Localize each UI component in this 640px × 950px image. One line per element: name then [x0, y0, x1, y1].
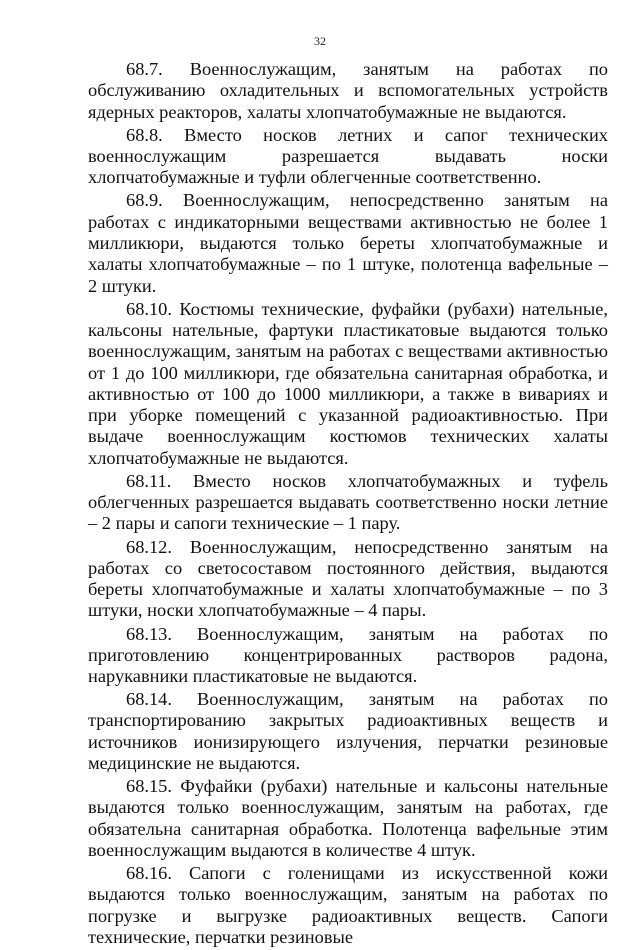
page-number: 32	[314, 34, 326, 48]
paragraph-68-12: 68.12. Военнослужащим, непосредственно занятым на работах со светосоставом постоянного действия, выдаются береты хлопчатобумажные и халаты хлопчатобумажные – по 3 штуки, носки хлопчатобумажные – 4 пары.	[88, 536, 608, 621]
paragraph-68-15: 68.15. Фуфайки (рубахи) нательные и кальсоны нательные выдаются только военнослужащим, занятым на работах, где обязательна санитарная обработка. Полотенца вафельные этим военнослужащим выдаются в количестве 4 штук.	[88, 776, 608, 861]
paragraph-68-11: 68.11. Вместо носков хлопчатобумажных и туфель облегченных разрешается выдавать соответственно носки летние – 2 пары и сапоги технические – 1 пару.	[88, 470, 608, 534]
paragraph-68-14: 68.14. Военнослужащим, занятым на работах по транспортированию закрытых радиоактивных веществ и источников ионизирующего излучения, перчатки резиновые медицинские не выдаются.	[88, 689, 608, 774]
paragraph-68-13: 68.13. Военнослужащим, занятым на работах по приготовлению концентрированных растворов радона, нарукавники пластикатовые не выдаются.	[88, 623, 608, 687]
paragraph-68-10: 68.10. Костюмы технические, фуфайки (рубахи) нательные, кальсоны нательные, фартуки пластикатовые выдаются только военнослужащим, занятым на работах с веществами активностью от 1 до 100 милликюри, где обязательна санитарная обработка, и активностью от 100 до 1000 милликюри, а также в вивариях и при уборке помещений с указанной радиоактивностью. При выдаче военнослужащим костюмов технических халаты хлопчатобумажные не выдаются.	[88, 298, 608, 468]
paragraph-68-16: 68.16. Сапоги с голенищами из искусственной кожи выдаются только военнослужащим, занятым на работах по погрузке и выгрузке радиоактивных веществ. Сапоги технические, перчатки резиновые	[88, 863, 608, 948]
paragraph-68-8: 68.8. Вместо носков летних и сапог технических военнослужащим разрешается выдавать носки хлопчатобумажные и туфли облегченные соответственно.	[88, 124, 608, 188]
paragraph-68-9: 68.9. Военнослужащим, непосредственно занятым на работах с индикаторными веществами активностью не более 1 милликюри, выдаются только береты хлопчатобумажные и халаты хлопчатобумажные – по 1 штуке, полотенца вафельные – 2 штуки.	[88, 190, 608, 296]
paragraph-68-7: 68.7. Военнослужащим, занятым на работах по обслуживанию охладительных и вспомогательных устройств ядерных реакторов, халаты хлопчатобумажные не выдаются.	[88, 59, 608, 122]
document-body	[88, 59, 608, 950]
